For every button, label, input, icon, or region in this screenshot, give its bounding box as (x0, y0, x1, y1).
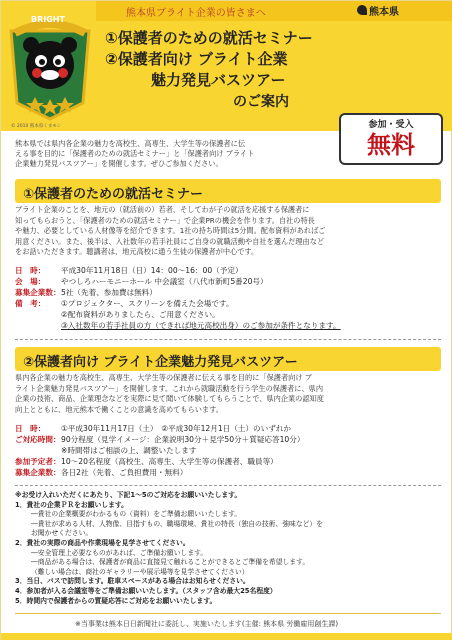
note-subitem: お聞かせください。 (31, 529, 93, 538)
badge-free-text: 無料 (367, 131, 415, 159)
detail-row-count (15, 467, 441, 478)
title-seminar: ①保護者のための就活セミナー (105, 29, 313, 47)
detail-key: ご対応時間： (15, 435, 61, 444)
intro-paragraph (15, 139, 335, 169)
bright-mascot-logo (5, 7, 95, 125)
section2-description (15, 373, 441, 415)
detail-key: 募集企業数： (15, 468, 61, 477)
detail-key: 募集企業数： (15, 288, 61, 297)
detail-value: ①平成30年11月17日（土） ②平成30年12月1日（土）のいずれか (61, 424, 292, 433)
detail-value: 90分程度（見学イメージ：企業説明30分＋見学50分＋質疑応答10分） (61, 435, 305, 444)
detail-key: 備 考： (15, 299, 46, 308)
paragraph-line: ブライト企業のことを、地元の（就活前の）若者、そしてわが子の就活を応援する保護者に (15, 205, 310, 214)
title-bustour-2: 魅力発見バスツアー (151, 71, 286, 89)
note-subitem: ―貴社の企業概要がわかるもの（資料）をご準備お願いいたします。 (31, 510, 242, 519)
intro-line: 熊本県では県内各企業の魅力を高校生、高専生、大学生等の保護者に伝 (15, 139, 246, 148)
detail-key-spacer (15, 320, 61, 331)
note-item: 1．貴社の企業ＰＲをお願いします。 (15, 500, 128, 509)
footer-band (1, 633, 452, 640)
detail-key: 日 時： (15, 266, 46, 275)
section-divider (15, 339, 441, 340)
section-divider (15, 485, 441, 486)
detail-value: ③入社数年の若手社員の方（できれば地元高校出身）のご参加が条件となります。 (61, 321, 341, 330)
detail-value: ①プロジェクター、スクリーンを備えた会場です。 (61, 299, 234, 308)
note-subitem: ―貴社が求める人材、人物像、目指すもの、職場環境、貴社の特長（独自の技術、強味など）を (31, 519, 323, 528)
detail-row-remarks (15, 298, 441, 309)
footer-divider (15, 613, 441, 614)
notes-heading: ※お受け入れいただくにあたり、下記1～5のご対応をお願いいたします。 (15, 491, 242, 499)
note-item: 4．参加者が入る会議室等をご準備お願いいたします。（スタッフ含め最大25名程度） (15, 586, 277, 595)
detail-key-spacer (15, 445, 61, 456)
title-guide: のご案内 (233, 94, 289, 110)
detail-value: 10～20名程度（高校生、高専生、大学生等の保護者、職員等） (61, 457, 278, 466)
section1-description (15, 205, 441, 258)
detail-row-duration-note (15, 445, 441, 456)
note-item: 3．当日、バスで訪問します。駐車スペースがある場合はお知らせください。 (15, 577, 250, 586)
footer-note: ※当事業は熊本日日新聞社に委託し、実施いたします(主催: 熊本県 労働雇用創生課) (75, 620, 339, 628)
prefecture-mark-icon (357, 5, 367, 15)
paragraph-line: 向上とともに、地元熊本で働くことの意識を高めてもらいます。 (15, 404, 223, 414)
detail-key-spacer (15, 309, 61, 320)
detail-row-venue (15, 276, 441, 287)
prefecture-logo: 熊本県 (369, 7, 399, 18)
section1-details (15, 265, 441, 331)
note-item: 5．時間内で保護者からの質疑応答にご対応をお願いいたします。 (15, 596, 217, 605)
section1-header (15, 179, 441, 203)
detail-row-count (15, 287, 441, 298)
paragraph-line: ライト企業魅力発見バスツアー」を開催します。これから就職活動を行う学生の保護者に、県内 (15, 383, 324, 393)
notes-list (15, 491, 441, 606)
section2-details (15, 423, 441, 478)
detail-key: 会 場： (15, 277, 46, 286)
note-subitem: （難しい場合は、商社のギャラリーや展示場等を見学させてください） (31, 567, 249, 576)
intro-line: 企業魅力発見バスツアー」を開催します。ぜひご参加ください。 (15, 159, 223, 168)
detail-value: やつしろハーモニーホール 中会議室（八代市新町5番20号） (61, 277, 268, 286)
paragraph-line: 県内各企業の魅力を高校生、高専生、大学生等の保護者に伝える事を目的に「保護者向け ブ (15, 373, 312, 382)
detail-key: 参加予定者： (15, 457, 61, 466)
detail-value: 5社（先着、参加費は無料） (61, 288, 157, 297)
note-item: 2．貴社の実際の商品や作業現場を見学させてください。 (15, 538, 190, 547)
intro-line: える事を目的に「保護者のための就活セミナー」と「保護者向け ブライト (15, 149, 255, 158)
detail-row-participants (15, 456, 441, 467)
greeting-text: 熊本県ブライト企業の皆さまへ (126, 8, 266, 19)
mascot-copyright: © 2010 熊本県くまモン (11, 124, 62, 129)
note-subitem: ―商品がある場合は、保護者が商品に直接見て触れることができるとご準備を希望します。 (31, 558, 310, 567)
detail-value: ※時間帯はご相談の上、調整いたします (61, 446, 197, 455)
title-bustour: ②保護者向け ブライト企業 (105, 50, 288, 68)
paragraph-line: をお話いただきます。聴講者は、地元高校に通う生徒の保護者が中心です。 (15, 247, 259, 256)
detail-row-date (15, 265, 441, 276)
detail-row-date (15, 423, 441, 434)
detail-row-remark-3 (15, 320, 441, 331)
detail-value: ②配布資料がありましたら、ご用意ください。 (61, 310, 220, 319)
section1-title: ①保護者のための就活セミナー (23, 187, 204, 202)
paragraph-line: や魅力、必要としている人材像等を紹介できます。1社の持ち時間は5分間。配布資料があればご (15, 226, 326, 235)
paragraph-line: 知ってもらおうと、「保護者のための就活セミナー」で企業PRの機会を作ります。自社の特長 (15, 215, 315, 225)
mascot-caption: BRIGHT (31, 15, 65, 24)
detail-value: 平成30年11月18日（日）14：00～16：00（予定） (61, 266, 243, 275)
free-badge (339, 113, 443, 165)
detail-row-remark-2 (15, 309, 441, 320)
section2-header (15, 347, 441, 371)
section2-title: ②保護者向け ブライト企業魅力発見バスツアー (23, 355, 298, 370)
paragraph-line: 用意ください。また、後半は、入社数年の若手社員にご自身の就職活動や自社を選んだ理由など (15, 236, 325, 246)
paragraph-line: 企業の技術、商品、企業理念などを実際に見て聞いて体験してもらうことで、県内企業の認知度 (15, 394, 324, 403)
detail-row-duration (15, 434, 441, 445)
note-subitem: ―安全管理上必要なものがあれば、ご準備お願いします。 (31, 548, 208, 557)
detail-value: 各日2社（先着、ご負担費用・無料） (61, 468, 188, 477)
detail-key: 日 時： (15, 424, 46, 433)
badge-label: 参加・受入 (368, 120, 414, 130)
